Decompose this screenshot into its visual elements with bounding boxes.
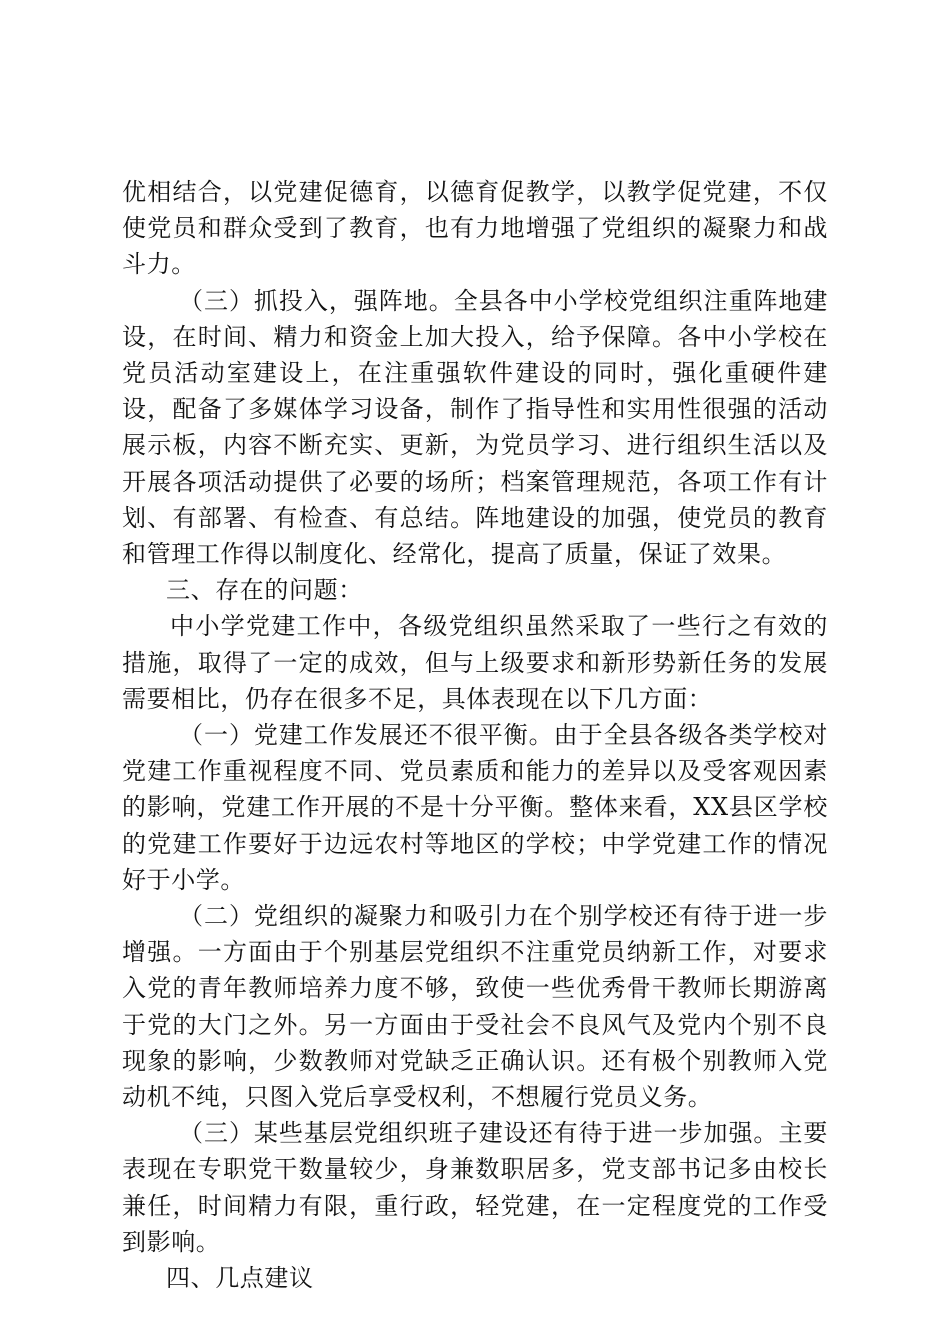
paragraph-problems-intro: 中小学党建工作中，各级党组织虽然采取了一些行之有效的措施，取得了一定的成效，但与上级要求和新形势新任务的发展需要相比，仍存在很多不足，具体表现在以下几方面：: [122, 612, 828, 713]
paragraph-continuation: 优相结合，以党建促德育，以德育促教学，以教学促党建，不仅使党员和群众受到了教育，也有力地增强了党组织的凝聚力和战斗力。: [122, 178, 828, 279]
paragraph-problem-3: （三）某些基层党组织班子建设还有待于进一步加强。主要表现在专职党干数量较少，身兼数职居多，党支部书记多由校长兼任，时间精力有限，重行政，轻党建，在一定程度党的工作受到影响。: [122, 1119, 828, 1256]
section-heading-problems: 三、存在的问题：: [166, 576, 363, 605]
section-heading-suggestions: 四、几点建议: [166, 1264, 314, 1293]
paragraph-problem-1: （一）党建工作发展还不很平衡。由于全县各级各类学校对党建工作重视程度不同、党员素质和能力的差异以及受客观因素的影响，党建工作开展的不是十分平衡。整体来看，XX县区学校的党建工作要好于边远农村等地区的学校；中学党建工作的情况好于小学。: [122, 721, 828, 894]
document-body: [122, 174, 828, 1296]
paragraph-problem-2: （二）党组织的凝聚力和吸引力在个别学校还有待于进一步增强。一方面由于个别基层党组织不注重党员纳新工作，对要求入党的青年教师培养力度不够，致使一些优秀骨干教师长期游离于党的大门之外。另一方面由于受社会不良风气及党内个别不良现象的影响，少数教师对党缺乏正确认识。还有极个别教师入党动机不纯，只图入党后享受权利，不想履行党员义务。: [122, 902, 828, 1112]
paragraph-investment: （三）抓投入，强阵地。全县各中小学校党组织注重阵地建设，在时间、精力和资金上加大投入，给予保障。各中小学校在党员活动室建设上，在注重强软件建设的同时，强化重硬件建设，配备了多媒体学习设备，制作了指导性和实用性很强的活动展示板，内容不断充实、更新，为党员学习、进行组织生活以及开展各项活动提供了必要的场所；档案管理规范，各项工作有计划、有部署、有检查、有总结。阵地建设的加强，使党员的教育和管理工作得以制度化、经常化，提高了质量，保证了效果。: [122, 286, 828, 569]
